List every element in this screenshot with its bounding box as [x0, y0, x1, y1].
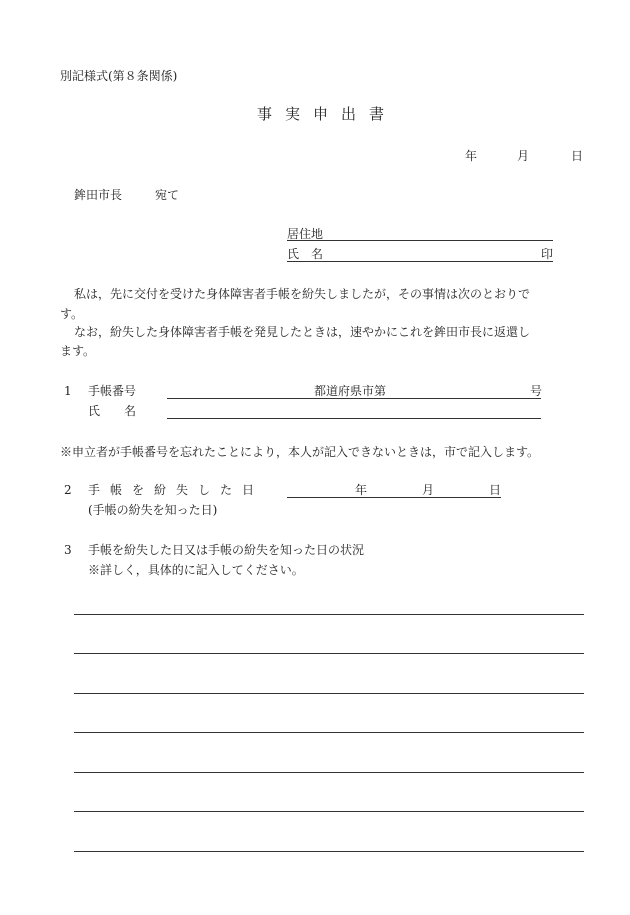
circumstance-line[interactable] [74, 851, 584, 852]
number-suffix: 号 [530, 384, 543, 398]
circumstance-line[interactable] [74, 732, 584, 733]
residence-label: 居住地 [287, 227, 324, 241]
loss-date-field[interactable] [287, 497, 501, 498]
item1-label: 手帳番号 [88, 384, 137, 398]
date-day-label: 日 [571, 149, 584, 163]
loss-date-year-label: 年 [355, 483, 368, 497]
loss-date-month-label: 月 [422, 483, 435, 497]
circumstance-line[interactable] [74, 772, 584, 773]
prefecture-text: 都道府県市第 [314, 384, 387, 398]
item3-number: 3 [64, 543, 72, 557]
circumstance-line[interactable] [74, 693, 584, 694]
item3-label: 手帳を紛失した日又は手帳の紛失を知った日の状況 [88, 543, 365, 557]
circumstance-line[interactable] [74, 614, 584, 615]
circumstance-line[interactable] [74, 653, 584, 654]
seal-label: 印 [541, 247, 554, 261]
applicant-name-field[interactable] [287, 261, 553, 262]
item2-sublabel: (手帳の紛失を知った日) [88, 503, 218, 517]
date-year-label: 年 [465, 149, 478, 163]
circumstance-line[interactable] [74, 811, 584, 812]
addressee-suffix: 宛て [155, 188, 180, 202]
item1-number: 1 [64, 384, 72, 398]
item3-instruction: ※詳しく，具体的に記入してください。 [88, 563, 304, 577]
statement-line: 私は，先に交付を受けた身体障害者手帳を紛失しましたが，その事情は次のとおりで [74, 287, 531, 301]
date-month-label: 月 [517, 149, 530, 163]
form-reference: 別記様式(第８条関係) [60, 69, 178, 83]
residence-field[interactable] [287, 240, 553, 241]
notebook-number-field[interactable] [167, 398, 541, 399]
applicant-name-label: 氏 名 [287, 247, 324, 261]
statement-line: す。 [60, 307, 84, 321]
loss-date-day-label: 日 [489, 483, 502, 497]
note-text: ※申立者が手帳番号を忘れたことにより，本人が記入できないときは，市で記入します。 [60, 445, 540, 459]
item2-number: 2 [64, 483, 72, 497]
holder-name-field[interactable] [167, 418, 541, 419]
statement-line: なお，紛失した身体障害者手帳を発見したときは，速やかにこれを鉾田市長に返還し [74, 325, 531, 339]
statement-line: ます。 [60, 344, 96, 358]
item1-name-label: 氏 名 [88, 404, 137, 418]
item2-label: 手帳を紛失した日 [88, 483, 265, 497]
addressee-name: 鉾田市長 [74, 188, 123, 202]
document-title: 事実申出書 [257, 105, 398, 123]
